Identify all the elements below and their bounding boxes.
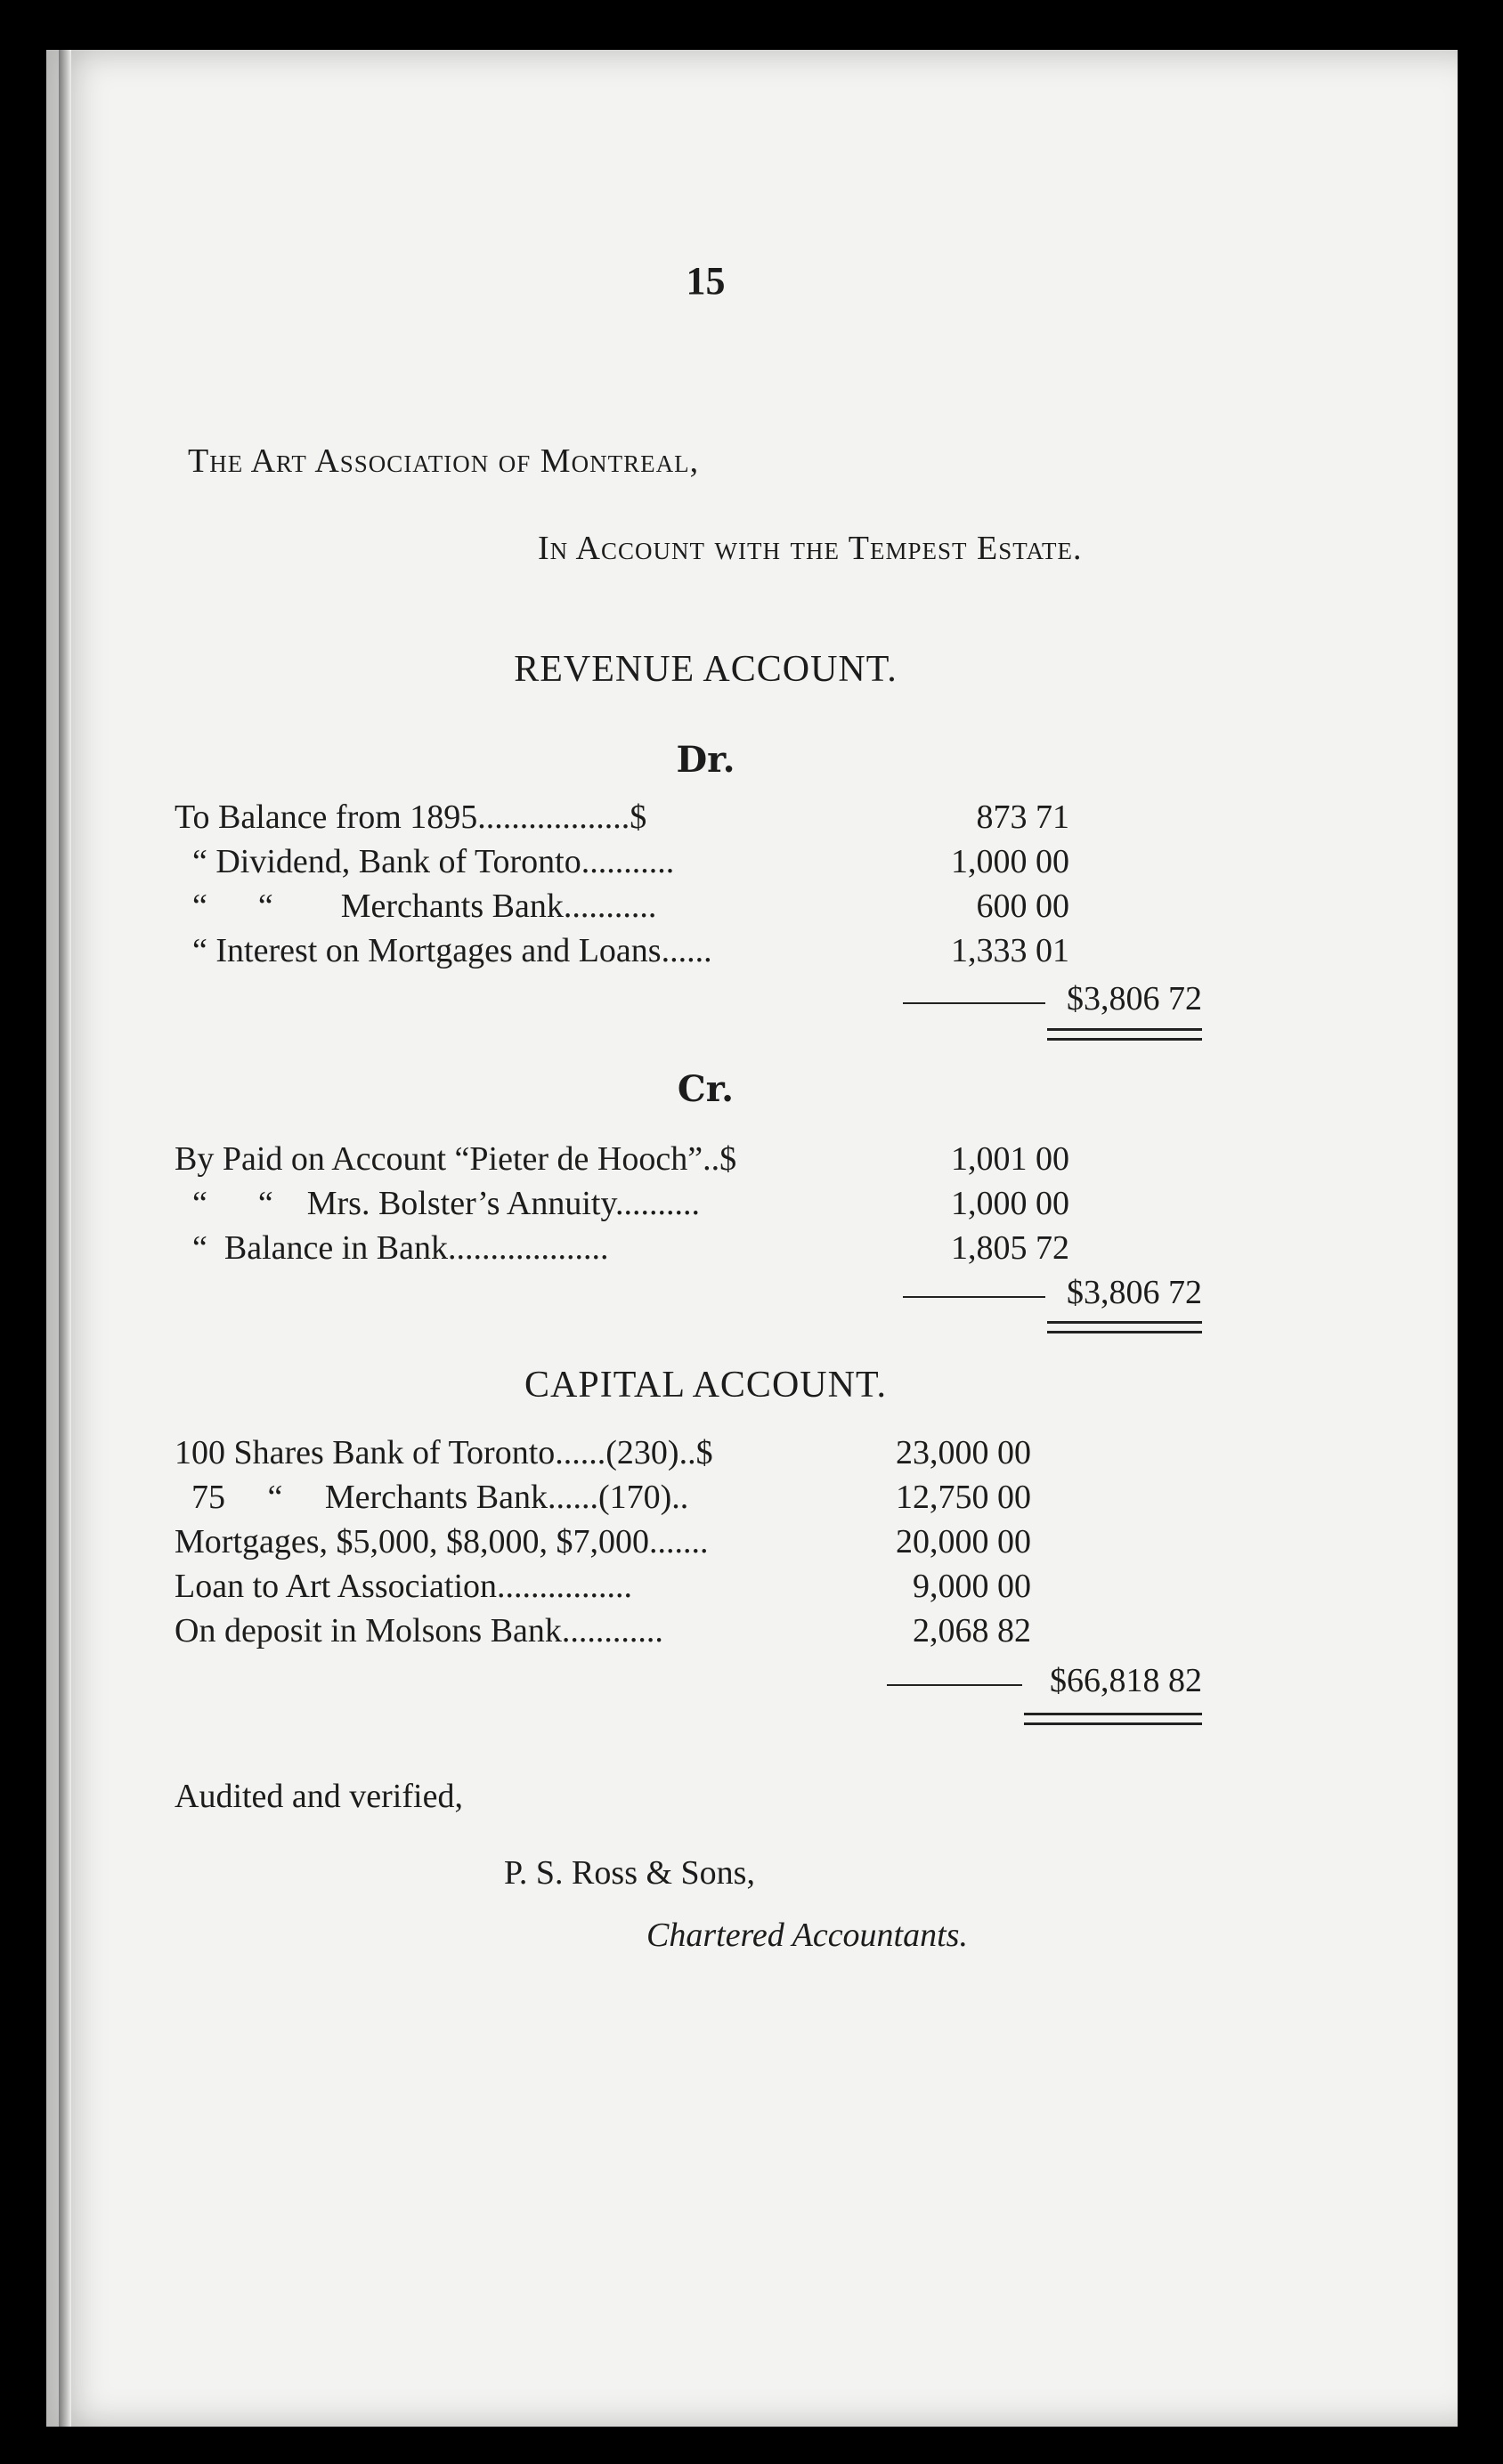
- capital-row-label: Mortgages, $5,000, $8,000, $7,000.......: [175, 1523, 709, 1560]
- capital-row-label: 75 “ Merchants Bank......(170)..: [175, 1479, 689, 1516]
- cr-row-label: “ “ Mrs. Bolster’s Annuity..........: [192, 1185, 700, 1222]
- auditor-role: Chartered Accountants.: [646, 1917, 968, 1954]
- dr-row-amount: 600 00: [976, 888, 1069, 925]
- cr-row-label: By Paid on Account “Pieter de Hooch”..$: [175, 1140, 737, 1178]
- audit-statement: Audited and verified,: [175, 1778, 463, 1815]
- dr-row-label: “ “ Merchants Bank...........: [192, 888, 657, 925]
- capital-total: $66,818 82: [1050, 1662, 1202, 1699]
- capital-row-amount: 2,068 82: [913, 1612, 1031, 1649]
- dr-row-label: “ Dividend, Bank of Toronto...........: [192, 843, 675, 880]
- auditor-firm: P. S. Ross & Sons,: [504, 1854, 755, 1892]
- capital-row-amount: 12,750 00: [896, 1479, 1031, 1516]
- credit-label: Cr.: [677, 1068, 735, 1110]
- double-rule: [1024, 1713, 1202, 1725]
- double-rule: [1047, 1321, 1202, 1333]
- capital-row-amount: 20,000 00: [896, 1523, 1031, 1560]
- cr-total: $3,806 72: [1067, 1274, 1202, 1311]
- debit-label: Dr.: [676, 739, 735, 781]
- capital-row-label: Loan to Art Association................: [175, 1568, 633, 1605]
- capital-row-label: On deposit in Molsons Bank............: [175, 1612, 663, 1649]
- dr-row-label: To Balance from 1895..................$: [175, 798, 647, 836]
- heading-estate: In Account with the Tempest Estate.: [538, 530, 1083, 567]
- book-spine-shadow: [59, 50, 71, 2427]
- capital-row-amount: 9,000 00: [913, 1568, 1031, 1605]
- capital-row-amount: 23,000 00: [896, 1434, 1031, 1471]
- cr-row-amount: 1,805 72: [951, 1229, 1069, 1267]
- heading-association: The Art Association of Montreal,: [188, 442, 700, 480]
- dr-total: $3,806 72: [1067, 980, 1202, 1017]
- dr-row-label: “ Interest on Mortgages and Loans......: [192, 932, 712, 969]
- cr-row-amount: 1,000 00: [951, 1185, 1069, 1222]
- revenue-account-title: REVENUE ACCOUNT.: [514, 649, 898, 690]
- dr-row-amount: 873 71: [976, 798, 1069, 836]
- dr-row-amount: 1,000 00: [951, 843, 1069, 880]
- double-rule: [1047, 1028, 1202, 1041]
- page-number: 15: [686, 259, 726, 303]
- cr-row-label: “ Balance in Bank...................: [192, 1229, 609, 1267]
- capital-account-title: CAPITAL ACCOUNT.: [524, 1365, 887, 1406]
- capital-row-label: 100 Shares Bank of Toronto......(230)..$: [175, 1434, 713, 1471]
- dr-row-amount: 1,333 01: [951, 932, 1069, 969]
- cr-row-amount: 1,001 00: [951, 1140, 1069, 1178]
